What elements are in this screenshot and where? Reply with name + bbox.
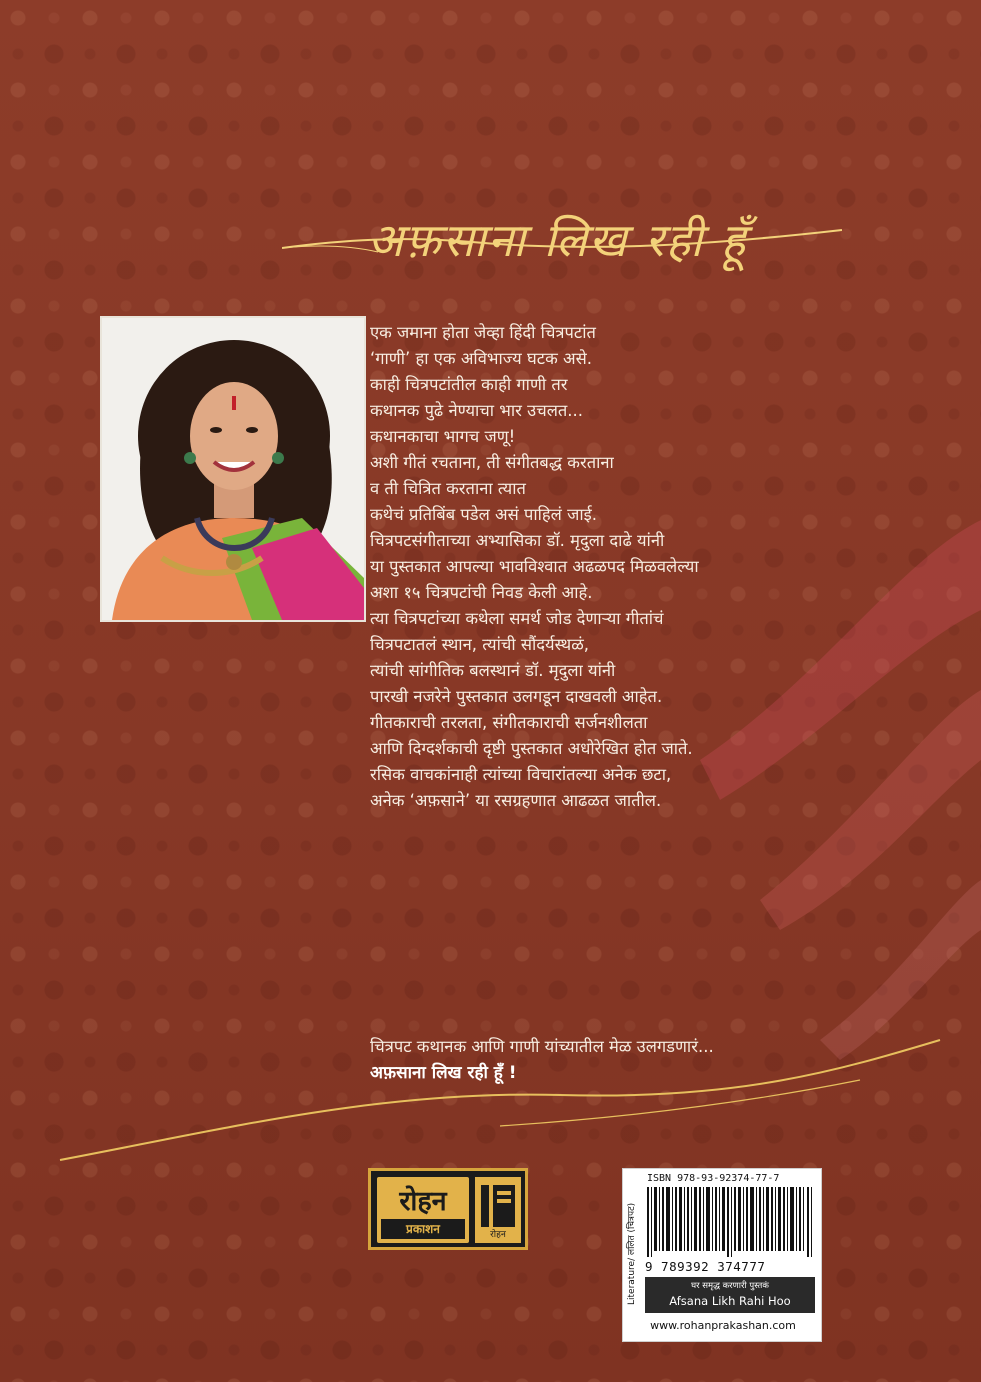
publisher-sub: प्रकाशन xyxy=(381,1219,465,1239)
blurb-line: रसिक वाचकांनाही त्यांच्या विचारांतल्या अनेक छटा, xyxy=(370,765,672,784)
blurb-line: या पुस्तकात आपल्या भावविश्वात अढळपद मिळवलेल्या xyxy=(370,557,699,576)
blurb-line: चित्रपटसंगीताच्या अभ्यासिका डॉ. मृदुला दाढे यांनी xyxy=(370,531,665,550)
blurb-line: गीतकाराची तरलता, संगीतकाराची सर्जनशीलता xyxy=(370,713,648,732)
blurb-text xyxy=(370,320,950,814)
english-title: Afsana Likh Rahi Hoo xyxy=(669,1294,791,1308)
publisher-name: रोहन xyxy=(399,1186,447,1217)
tagline-small: घर समृद्ध करणारी पुस्तकं xyxy=(691,1281,769,1291)
blurb-line: अनेक ‘अफ़साने’ या रसग्रहणात आढळत जातील. xyxy=(370,791,662,810)
blurb-line: आणि दिग्दर्शकाची दृष्टी पुस्तकात अधोरेखित होत जाते. xyxy=(370,739,693,758)
publisher-logo xyxy=(368,1168,528,1250)
isbn-text: ISBN 978-93-92374-77-7 xyxy=(647,1173,780,1184)
author-photo xyxy=(100,316,366,622)
blurb-line: व ती चित्रित करताना त्यात xyxy=(370,479,526,498)
blurb-line: चित्रपटातलं स्थान, त्यांची सौंदर्यस्थळं, xyxy=(370,635,590,654)
tagline: चित्रपट कथानक आणि गाणी यांच्यातील मेळ उलगडणारं... xyxy=(370,1037,714,1056)
barcode-card xyxy=(622,1168,822,1342)
blurb-line: ‘गाणी’ हा एक अविभाज्य घटक असे. xyxy=(370,349,592,368)
blurb-line: अशी गीतं रचताना, ती संगीतबद्ध करताना xyxy=(370,453,614,472)
blurb-line: एक जमाना होता जेव्हा हिंदी चित्रपटांत xyxy=(370,323,596,342)
blurb-line: काही चित्रपटांतील काही गाणी तर xyxy=(370,375,568,394)
book-title-calligraphy: अफ़साना लिख रही हूँ xyxy=(368,213,748,267)
tagline-book-title: अफ़साना लिख रही हूँ ! xyxy=(370,1063,517,1083)
blurb-line: कथानक पुढे नेण्याचा भार उचलत... xyxy=(370,401,584,420)
blurb-line: त्यांची सांगीतिक बलस्थानं डॉ. मृदुला यांनी xyxy=(370,661,616,680)
publisher-name-box xyxy=(377,1177,469,1243)
tag-strip xyxy=(645,1277,815,1313)
blurb-line: कथानकाचा भागच जणू! xyxy=(370,427,516,446)
barcode-image xyxy=(647,1187,815,1257)
blurb-line: अशा १५ चित्रपटांची निवड केली आहे. xyxy=(370,583,593,602)
blurb-line: कथेचं प्रतिबिंब पडेल असं पाहिलं जाई. xyxy=(370,505,597,524)
blurb-line: त्या चित्रपटांच्या कथेला समर्थ जोड देणाऱ्या गीतांचं xyxy=(370,609,664,628)
barcode-number: 9 789392 374777 xyxy=(645,1259,766,1274)
publisher-book-label: रोहन xyxy=(475,1229,521,1241)
blurb-line: पारखी नजरेने पुस्तकात उलगडून दाखवली आहेत. xyxy=(370,687,663,706)
website-url: www.rohanprakashan.com xyxy=(650,1319,796,1332)
category-label: Literature/ ललित (चित्रपट) xyxy=(627,1202,637,1305)
